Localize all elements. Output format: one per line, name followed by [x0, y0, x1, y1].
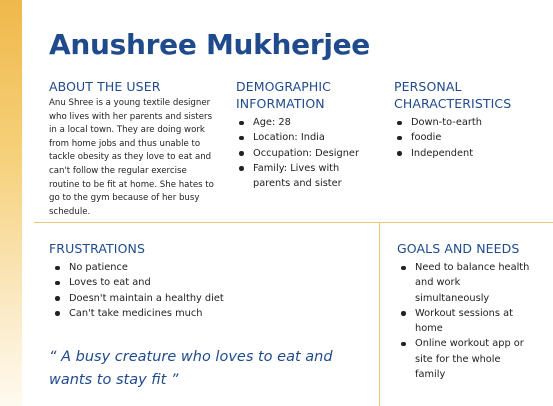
list-item: Can't take medicines much	[52, 306, 352, 321]
goals-title: GOALS AND NEEDS	[397, 241, 520, 256]
list-item: Independent	[394, 146, 544, 161]
personal-list	[394, 115, 544, 161]
list-item: Online workout app or site for the whole family	[398, 336, 533, 382]
list-item: Down-to-earth	[394, 115, 544, 130]
horizontal-divider	[34, 222, 553, 223]
about-text: Anu Shree is a young textile designer who lives with her parents and sisters in a local town. They are doing work from home jobs and thus unable to tackle obesity as they love to eat and can't follow the regular exercise routine to be fit at home. She hates to go to the gym because of her busy schedule.	[49, 98, 214, 217]
list-item: Need to balance health and work simultaneously	[398, 260, 533, 306]
persona-name: Anushree Mukherjee	[49, 28, 371, 61]
frustrations-title: FRUSTRATIONS	[49, 241, 145, 256]
list-item: Location: India	[236, 130, 376, 145]
list-item: No patience	[52, 260, 352, 275]
list-item: Occupation: Designer	[236, 146, 376, 161]
list-item: foodie	[394, 130, 544, 145]
accent-bar	[0, 0, 22, 406]
list-item: Age: 28	[236, 115, 376, 130]
list-item: Doesn't maintain a healthy diet	[52, 291, 352, 306]
persona-quote: “ A busy creature who loves to eat and wants to stay fit ”	[49, 349, 333, 388]
personal-title: PERSONAL CHARACTERISTICS	[394, 79, 512, 111]
goals-list	[398, 260, 533, 382]
frustrations-list	[52, 260, 352, 321]
about-title: ABOUT THE USER	[49, 79, 161, 94]
list-item: Workout sessions at home	[398, 306, 533, 337]
list-item: Family: Lives with parents and sister	[236, 161, 376, 192]
list-item: Loves to eat and	[52, 275, 352, 290]
vertical-divider	[379, 222, 380, 406]
demographic-list	[236, 115, 376, 191]
demographic-title: DEMOGRAPHIC INFORMATION	[236, 79, 332, 111]
